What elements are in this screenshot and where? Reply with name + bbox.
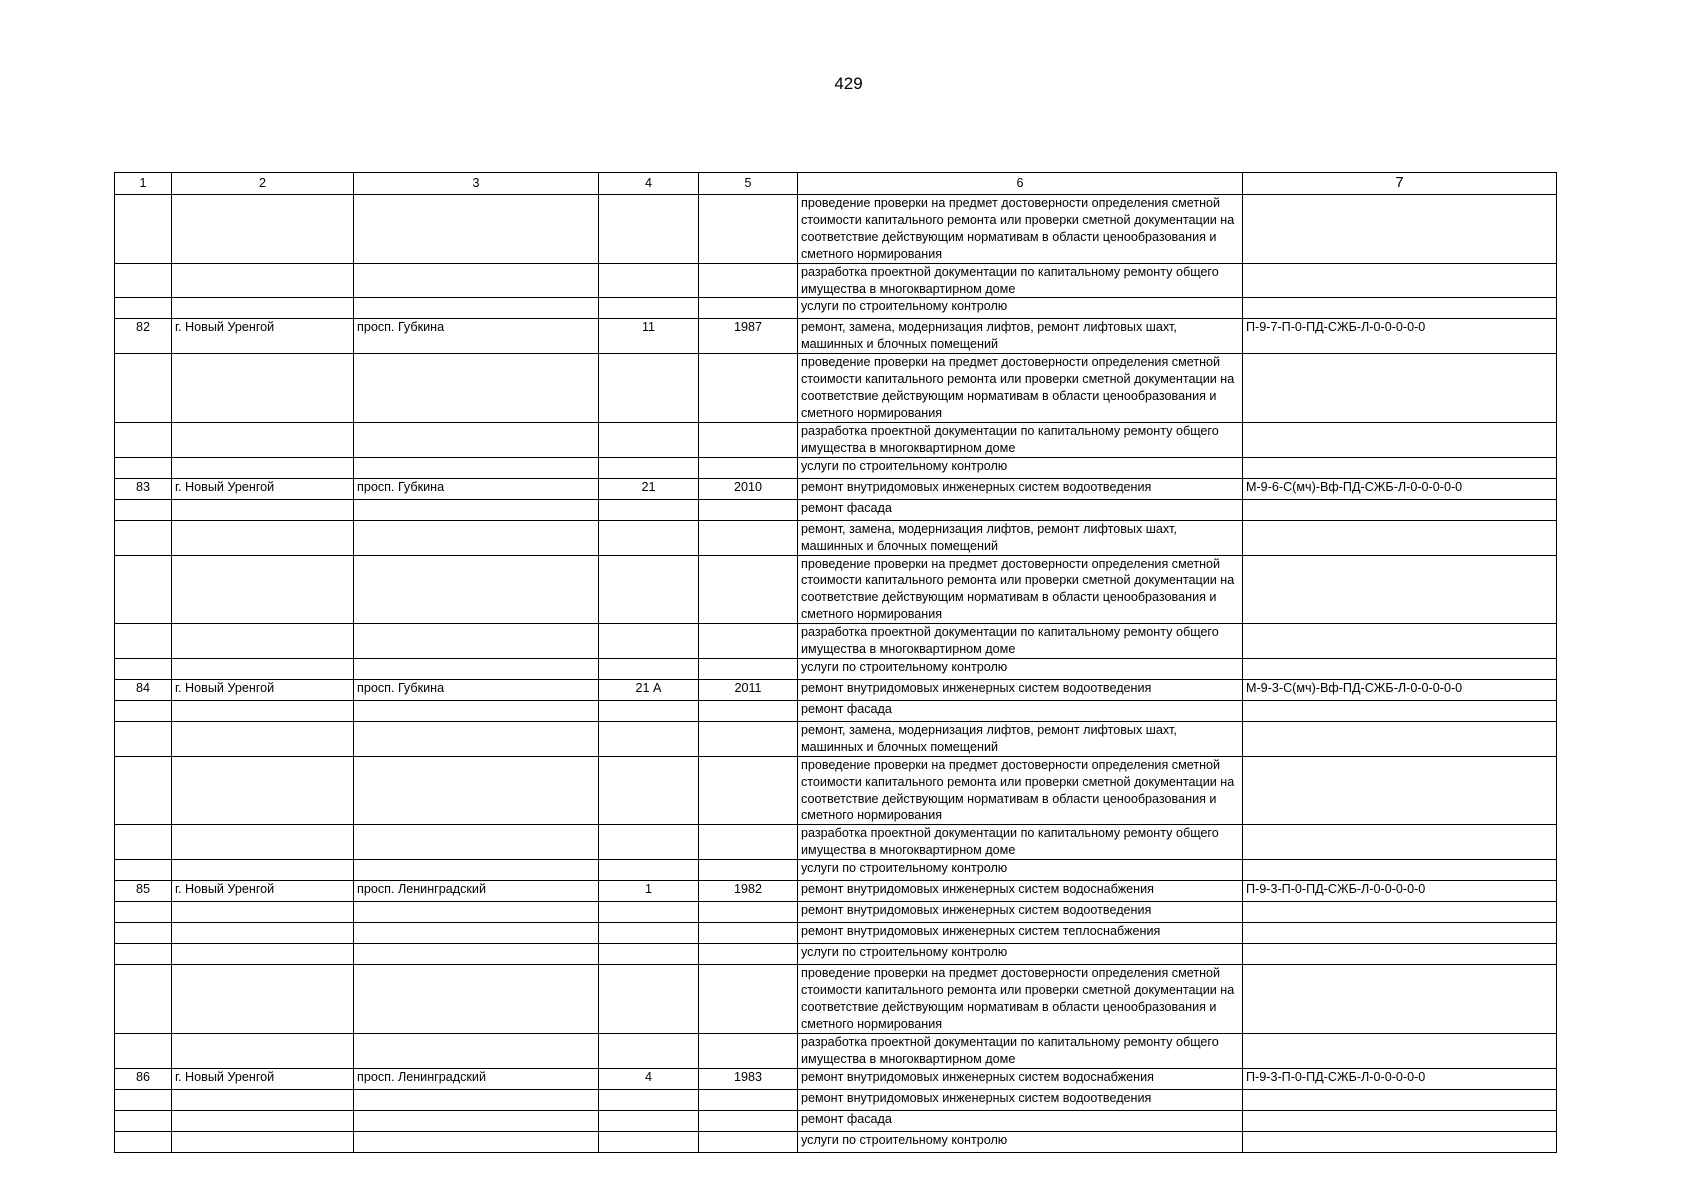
work-type-cell: ремонт, замена, модернизация лифтов, ремонт лифтовых шахт, машинных и блочных помещений (798, 721, 1243, 756)
row-number (115, 263, 172, 298)
table-row (115, 1131, 1557, 1152)
building-code-cell (1243, 555, 1557, 624)
column-header-7: 7 (1243, 173, 1557, 195)
street-cell (354, 923, 599, 944)
city-cell (172, 923, 354, 944)
work-type-cell: ремонт внутридомовых инженерных систем водоотведения (798, 679, 1243, 700)
build-year-cell (699, 1033, 798, 1068)
house-number-cell (599, 1131, 699, 1152)
city-cell: г. Новый Уренгой (172, 679, 354, 700)
city-cell (172, 825, 354, 860)
house-number-cell (599, 944, 699, 965)
build-year-cell (699, 624, 798, 659)
street-cell (354, 825, 599, 860)
work-type-cell: ремонт внутридомовых инженерных систем водоотведения (798, 1089, 1243, 1110)
table-row (115, 195, 1557, 264)
work-type-cell: ремонт, замена, модернизация лифтов, ремонт лифтовых шахт, машинных и блочных помещений (798, 319, 1243, 354)
table-row (115, 478, 1557, 499)
row-number: 86 (115, 1068, 172, 1089)
build-year-cell (699, 520, 798, 555)
work-type-cell: ремонт фасада (798, 1110, 1243, 1131)
house-number-cell (599, 499, 699, 520)
build-year-cell (699, 1089, 798, 1110)
work-type-cell: ремонт фасада (798, 700, 1243, 721)
table-row (115, 263, 1557, 298)
build-year-cell (699, 1110, 798, 1131)
build-year-cell (699, 965, 798, 1034)
build-year-cell (699, 457, 798, 478)
house-number-cell (599, 520, 699, 555)
table-body (115, 173, 1557, 1153)
building-code-cell (1243, 298, 1557, 319)
build-year-cell (699, 298, 798, 319)
row-number (115, 555, 172, 624)
row-number (115, 520, 172, 555)
building-code-cell (1243, 860, 1557, 881)
work-type-cell: услуги по строительному контролю (798, 1131, 1243, 1152)
house-number-cell (599, 624, 699, 659)
street-cell (354, 1110, 599, 1131)
house-number-cell (599, 721, 699, 756)
city-cell (172, 756, 354, 825)
street-cell (354, 658, 599, 679)
build-year-cell (699, 756, 798, 825)
table-row (115, 721, 1557, 756)
building-code-cell (1243, 1110, 1557, 1131)
build-year-cell (699, 555, 798, 624)
row-number (115, 624, 172, 659)
street-cell (354, 756, 599, 825)
house-number-cell (599, 825, 699, 860)
city-cell (172, 1033, 354, 1068)
house-number-cell (599, 555, 699, 624)
table-row (115, 422, 1557, 457)
building-code-cell: П-9-7-П-0-ПД-СЖБ-Л-0-0-0-0-0 (1243, 319, 1557, 354)
row-number (115, 825, 172, 860)
column-header-3: 3 (354, 173, 599, 195)
street-cell (354, 422, 599, 457)
building-code-cell (1243, 923, 1557, 944)
table-row (115, 1033, 1557, 1068)
row-number: 82 (115, 319, 172, 354)
work-type-cell: разработка проектной документации по капитальному ремонту общего имущества в многоквартирном доме (798, 825, 1243, 860)
work-type-cell: ремонт внутридомовых инженерных систем водоотведения (798, 902, 1243, 923)
street-cell (354, 298, 599, 319)
house-number-cell (599, 195, 699, 264)
build-year-cell (699, 860, 798, 881)
street-cell (354, 457, 599, 478)
work-type-cell: услуги по строительному контролю (798, 860, 1243, 881)
row-number: 83 (115, 478, 172, 499)
table-row (115, 520, 1557, 555)
column-header-4: 4 (599, 173, 699, 195)
row-number (115, 944, 172, 965)
house-number-cell (599, 923, 699, 944)
house-number-cell (599, 965, 699, 1034)
city-cell (172, 860, 354, 881)
build-year-cell (699, 354, 798, 423)
house-number-cell (599, 457, 699, 478)
row-number (115, 700, 172, 721)
building-code-cell (1243, 499, 1557, 520)
building-code-cell (1243, 422, 1557, 457)
street-cell (354, 263, 599, 298)
column-header-1: 1 (115, 173, 172, 195)
row-number (115, 923, 172, 944)
build-year-cell (699, 499, 798, 520)
work-type-cell: проведение проверки на предмет достоверности определения сметной стоимости капитального ремонта или проверки сметной документации на соответствие действующим нормативам в области ценообразования и сметного нормирования (798, 195, 1243, 264)
row-number (115, 1033, 172, 1068)
street-cell (354, 700, 599, 721)
house-number-cell (599, 700, 699, 721)
build-year-cell (699, 923, 798, 944)
row-number: 85 (115, 881, 172, 902)
row-number (115, 902, 172, 923)
page-number: 429 (834, 74, 863, 93)
table-row (115, 658, 1557, 679)
building-code-cell (1243, 1089, 1557, 1110)
house-number-cell: 21 (599, 478, 699, 499)
table-row (115, 923, 1557, 944)
house-number-cell (599, 354, 699, 423)
street-cell (354, 1089, 599, 1110)
street-cell: просп. Губкина (354, 679, 599, 700)
work-type-cell: услуги по строительному контролю (798, 457, 1243, 478)
building-code-cell (1243, 354, 1557, 423)
city-cell (172, 263, 354, 298)
city-cell (172, 354, 354, 423)
build-year-cell (699, 195, 798, 264)
house-number-cell: 4 (599, 1068, 699, 1089)
build-year-cell: 2011 (699, 679, 798, 700)
street-cell (354, 944, 599, 965)
building-code-cell (1243, 1131, 1557, 1152)
work-type-cell: ремонт фасада (798, 499, 1243, 520)
work-type-cell: проведение проверки на предмет достоверности определения сметной стоимости капитального ремонта или проверки сметной документации на соответствие действующим нормативам в области ценообразования и сметного нормирования (798, 354, 1243, 423)
building-code-cell (1243, 624, 1557, 659)
work-type-cell: разработка проектной документации по капитальному ремонту общего имущества в многоквартирном доме (798, 1033, 1243, 1068)
street-cell (354, 624, 599, 659)
building-code-cell (1243, 756, 1557, 825)
row-number (115, 499, 172, 520)
city-cell (172, 298, 354, 319)
table-row (115, 965, 1557, 1034)
table-row (115, 700, 1557, 721)
build-year-cell: 2010 (699, 478, 798, 499)
row-number (115, 860, 172, 881)
build-year-cell (699, 721, 798, 756)
work-type-cell: услуги по строительному контролю (798, 944, 1243, 965)
city-cell: г. Новый Уренгой (172, 478, 354, 499)
row-number (115, 1131, 172, 1152)
build-year-cell (699, 944, 798, 965)
house-number-cell: 11 (599, 319, 699, 354)
building-code-cell (1243, 965, 1557, 1034)
work-type-cell: разработка проектной документации по капитальному ремонту общего имущества в многоквартирном доме (798, 422, 1243, 457)
row-number (115, 721, 172, 756)
building-code-cell (1243, 1033, 1557, 1068)
city-cell (172, 944, 354, 965)
build-year-cell (699, 902, 798, 923)
building-code-cell (1243, 825, 1557, 860)
row-number (115, 457, 172, 478)
street-cell: просп. Губкина (354, 319, 599, 354)
table-row (115, 1068, 1557, 1089)
street-cell (354, 195, 599, 264)
build-year-cell: 1987 (699, 319, 798, 354)
city-cell: г. Новый Уренгой (172, 1068, 354, 1089)
table-row (115, 860, 1557, 881)
city-cell (172, 624, 354, 659)
row-number (115, 422, 172, 457)
house-number-cell (599, 298, 699, 319)
work-type-cell: разработка проектной документации по капитальному ремонту общего имущества в многоквартирном доме (798, 624, 1243, 659)
build-year-cell (699, 825, 798, 860)
row-number (115, 658, 172, 679)
table-row (115, 679, 1557, 700)
street-cell (354, 1033, 599, 1068)
build-year-cell (699, 700, 798, 721)
city-cell (172, 1131, 354, 1152)
building-code-cell (1243, 520, 1557, 555)
city-cell (172, 422, 354, 457)
work-type-cell: проведение проверки на предмет достоверности определения сметной стоимости капитального ремонта или проверки сметной документации на соответствие действующим нормативам в области ценообразования и сметного нормирования (798, 756, 1243, 825)
table-row (115, 881, 1557, 902)
table-row (115, 1089, 1557, 1110)
row-number (115, 756, 172, 825)
building-code-cell (1243, 195, 1557, 264)
row-number (115, 298, 172, 319)
building-code-cell (1243, 658, 1557, 679)
street-cell (354, 965, 599, 1034)
column-header-6: 6 (798, 173, 1243, 195)
table-row (115, 825, 1557, 860)
city-cell (172, 520, 354, 555)
city-cell (172, 700, 354, 721)
work-type-cell: услуги по строительному контролю (798, 658, 1243, 679)
work-type-cell: проведение проверки на предмет достоверности определения сметной стоимости капитального ремонта или проверки сметной документации на соответствие действующим нормативам в области ценообразования и сметного нормирования (798, 555, 1243, 624)
city-cell (172, 721, 354, 756)
table-row (115, 555, 1557, 624)
street-cell: просп. Губкина (354, 478, 599, 499)
row-number: 84 (115, 679, 172, 700)
table-row (115, 319, 1557, 354)
table-row (115, 944, 1557, 965)
house-number-cell (599, 1110, 699, 1131)
table-row (115, 1110, 1557, 1131)
building-code-cell: П-9-3-П-0-ПД-СЖБ-Л-0-0-0-0-0 (1243, 1068, 1557, 1089)
house-number-cell (599, 902, 699, 923)
house-number-cell (599, 1033, 699, 1068)
build-year-cell (699, 1131, 798, 1152)
city-cell: г. Новый Уренгой (172, 881, 354, 902)
street-cell (354, 520, 599, 555)
capital-repair-table (114, 172, 1557, 1153)
row-number (115, 195, 172, 264)
build-year-cell: 1982 (699, 881, 798, 902)
city-cell (172, 902, 354, 923)
building-code-cell (1243, 902, 1557, 923)
city-cell (172, 457, 354, 478)
build-year-cell: 1983 (699, 1068, 798, 1089)
work-type-cell: проведение проверки на предмет достоверности определения сметной стоимости капитального ремонта или проверки сметной документации на соответствие действующим нормативам в области ценообразования и сметного нормирования (798, 965, 1243, 1034)
street-cell (354, 1131, 599, 1152)
work-type-cell: разработка проектной документации по капитальному ремонту общего имущества в многоквартирном доме (798, 263, 1243, 298)
house-number-cell (599, 1089, 699, 1110)
building-code-cell (1243, 263, 1557, 298)
city-cell: г. Новый Уренгой (172, 319, 354, 354)
work-type-cell: ремонт, замена, модернизация лифтов, ремонт лифтовых шахт, машинных и блочных помещений (798, 520, 1243, 555)
table-row (115, 499, 1557, 520)
row-number (115, 354, 172, 423)
city-cell (172, 499, 354, 520)
building-code-cell: П-9-3-П-0-ПД-СЖБ-Л-0-0-0-0-0 (1243, 881, 1557, 902)
street-cell: просп. Ленинградский (354, 1068, 599, 1089)
street-cell: просп. Ленинградский (354, 881, 599, 902)
column-header-5: 5 (699, 173, 798, 195)
street-cell (354, 499, 599, 520)
building-code-cell: М-9-3-С(мч)-Вф-ПД-СЖБ-Л-0-0-0-0-0 (1243, 679, 1557, 700)
street-cell (354, 860, 599, 881)
work-type-cell: ремонт внутридомовых инженерных систем водоотведения (798, 478, 1243, 499)
building-code-cell (1243, 721, 1557, 756)
building-code-cell (1243, 700, 1557, 721)
house-number-cell (599, 422, 699, 457)
house-number-cell (599, 263, 699, 298)
house-number-cell: 21 А (599, 679, 699, 700)
build-year-cell (699, 658, 798, 679)
building-code-cell (1243, 457, 1557, 478)
work-type-cell: ремонт внутридомовых инженерных систем водоснабжения (798, 881, 1243, 902)
table-row (115, 457, 1557, 478)
city-cell (172, 555, 354, 624)
table-row (115, 624, 1557, 659)
city-cell (172, 195, 354, 264)
build-year-cell (699, 263, 798, 298)
table-row (115, 902, 1557, 923)
street-cell (354, 555, 599, 624)
work-type-cell: услуги по строительному контролю (798, 298, 1243, 319)
row-number (115, 1110, 172, 1131)
house-number-cell (599, 658, 699, 679)
street-cell (354, 354, 599, 423)
row-number (115, 965, 172, 1034)
city-cell (172, 658, 354, 679)
work-type-cell: ремонт внутридомовых инженерных систем теплоснабжения (798, 923, 1243, 944)
street-cell (354, 721, 599, 756)
table-row (115, 298, 1557, 319)
house-number-cell (599, 860, 699, 881)
building-code-cell (1243, 944, 1557, 965)
house-number-cell: 1 (599, 881, 699, 902)
row-number (115, 1089, 172, 1110)
table-row (115, 354, 1557, 423)
city-cell (172, 965, 354, 1034)
street-cell (354, 902, 599, 923)
city-cell (172, 1089, 354, 1110)
column-header-2: 2 (172, 173, 354, 195)
build-year-cell (699, 422, 798, 457)
house-number-cell (599, 756, 699, 825)
city-cell (172, 1110, 354, 1131)
table-row (115, 756, 1557, 825)
header-row (115, 173, 1557, 195)
work-type-cell: ремонт внутридомовых инженерных систем водоснабжения (798, 1068, 1243, 1089)
building-code-cell: М-9-6-С(мч)-Вф-ПД-СЖБ-Л-0-0-0-0-0 (1243, 478, 1557, 499)
